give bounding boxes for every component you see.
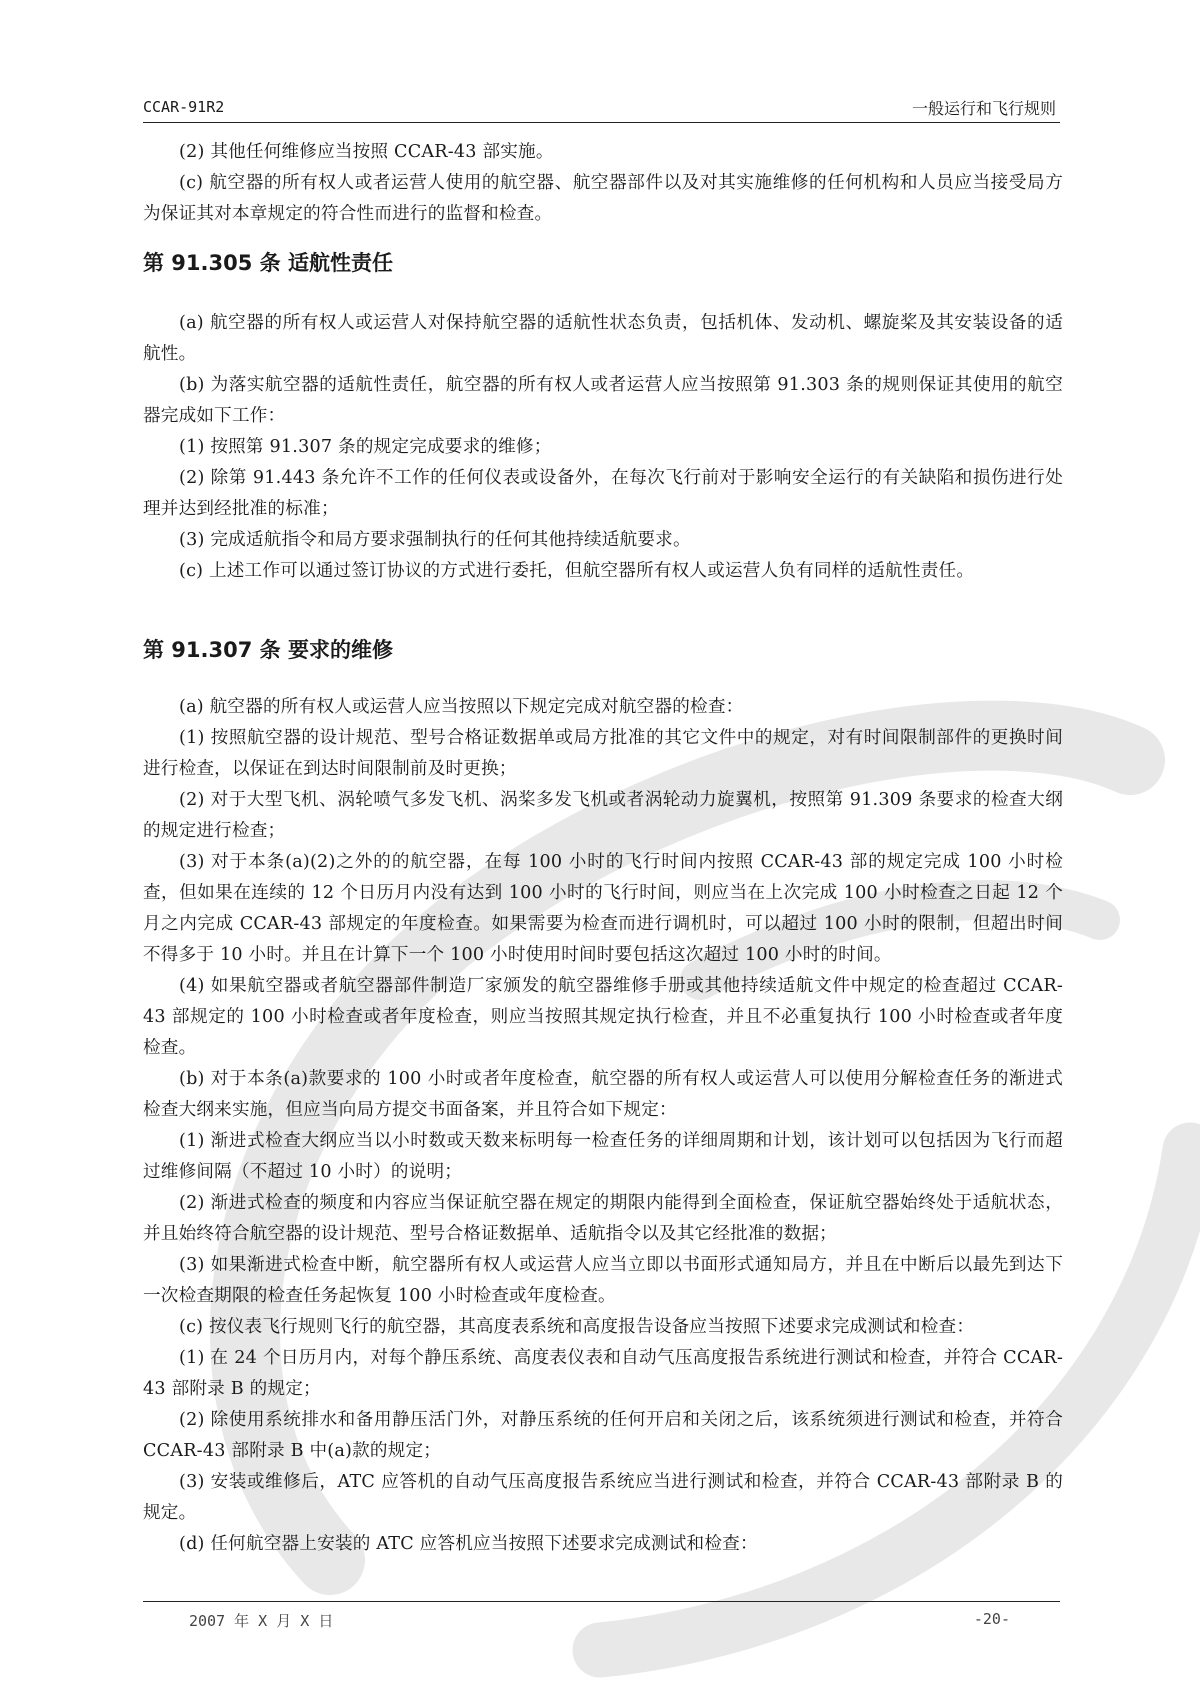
doc-code: CCAR-91R2 [143,98,225,116]
paragraph: (2) 渐进式检查的频度和内容应当保证航空器在规定的期限内能得到全面检查，保证航空器始终处于适航状态，并且始终符合航空器的设计规范、型号合格证数据单、适航指令以及其它经批准的数据； [143,1193,1063,1244]
doc-title: 一般运行和飞行规则 [911,99,1056,118]
paragraph: (3) 安装或维修后，ATC 应答机的自动气压高度报告系统应当进行测试和检查，并符合 CCAR-43 部附录 B 的规定。 [143,1472,1063,1523]
paragraph: (c) 上述工作可以通过签订协议的方式进行委托，但航空器所有权人或运营人负有同样的适航性责任。 [179,561,975,581]
paragraph: (1) 按照航空器的设计规范、型号合格证数据单或局方批准的其它文件中的规定，对有时间限制部件的更换时间进行检查，以保证在到达时间限制前及时更换； [143,728,1063,779]
paragraph: (c) 按仪表飞行规则飞行的航空器，其高度表系统和高度报告设备应当按照下述要求完成测试和检查： [179,1317,975,1337]
paragraph: (d) 任何航空器上安装的 ATC 应答机应当按照下述要求完成测试和检查： [179,1534,758,1554]
paragraph: (3) 如果渐进式检查中断，航空器所有权人或运营人应当立即以书面形式通知局方，并且在中断后以最先到达下一次检查期限的检查任务起恢复 100 小时检查或年度检查。 [143,1255,1063,1306]
paragraph: (b) 对于本条(a)款要求的 100 小时或者年度检查，航空器的所有权人或运营人可以使用分解检查任务的渐进式检查大纲来实施，但应当向局方提交书面备案，并且符合如下规定： [143,1069,1063,1120]
page-header [143,92,1060,123]
page-number: -20- [973,1610,1010,1628]
paragraph: (2) 其他任何维修应当按照 CCAR-43 部实施。 [179,142,554,162]
paragraph: (3) 完成适航指令和局方要求强制执行的任何其他持续适航要求。 [179,530,691,550]
document-body [143,137,1063,1560]
section-heading-91-307: 第 91.307 条 要求的维修 [143,638,393,662]
paragraph: (2) 除使用系统排水和备用静压活门外，对静压系统的任何开启和关闭之后，该系统须进行测试和检查，并符合 CCAR-43 部附录 B 中(a)款的规定； [143,1410,1063,1461]
paragraph: (a) 航空器的所有权人或运营人对保持航空器的适航性状态负责，包括机体、发动机、螺旋桨及其安装设备的适航性。 [143,313,1063,364]
section-heading-91-305: 第 91.305 条 适航性责任 [143,251,393,275]
paragraph: (c) 航空器的所有权人或者运营人使用的航空器、航空器部件以及对其实施维修的任何机构和人员应当接受局方为保证其对本章规定的符合性而进行的监督和检查。 [143,173,1063,224]
paragraph: (b) 为落实航空器的适航性责任，航空器的所有权人或者运营人应当按照第 91.303 条的规则保证其使用的航空器完成如下工作： [143,375,1063,426]
paragraph: (3) 对于本条(a)(2)之外的的航空器，在每 100 小时的飞行时间内按照 CCAR-43 部的规定完成 100 小时检查，但如果在连续的 12 个日历月内没有达到 100 小时的飞行时间，则应当在上次完成 100 小时检查之日起 12 个月之内完成 CCAR-43 部规定的年度检查。如果需要为检查而进行调机时，可以超过 100 小时的限制，但超出时间不得多于 10 小时。并且在计算下一个 100 小时使用时间时要包括这次超过 100 小时的时间。 [143,852,1063,965]
paragraph: (2) 除第 91.443 条允许不工作的任何仪表或设备外，在每次飞行前对于影响安全运行的有关缺陷和损伤进行处理并达到经批准的标准； [143,468,1063,519]
paragraph: (4) 如果航空器或者航空器部件制造厂家颁发的航空器维修手册或其他持续适航文件中规定的检查超过 CCAR-43 部规定的 100 小时检查或者年度检查，则应当按照其规定执行检查，并且不必重复执行 100 小时检查或者年度检查。 [143,976,1063,1058]
page-footer [143,1601,1060,1642]
paragraph: (a) 航空器的所有权人或运营人应当按照以下规定完成对航空器的检查： [179,697,744,717]
paragraph: (1) 按照第 91.307 条的规定完成要求的维修； [179,437,552,457]
footer-date: 2007 年 X 月 X 日 [189,1612,334,1630]
paragraph: (2) 对于大型飞机、涡轮喷气多发飞机、涡桨多发飞机或者涡轮动力旋翼机，按照第 91.309 条要求的检查大纲的规定进行检查； [143,790,1063,841]
paragraph: (1) 在 24 个日历月内，对每个静压系统、高度表仪表和自动气压高度报告系统进行测试和检查，并符合 CCAR-43 部附录 B 的规定； [143,1348,1063,1399]
paragraph: (1) 渐进式检查大纲应当以小时数或天数来标明每一检查任务的详细周期和计划，该计划可以包括因为飞行而超过维修间隔（不超过 10 小时）的说明； [143,1131,1063,1182]
